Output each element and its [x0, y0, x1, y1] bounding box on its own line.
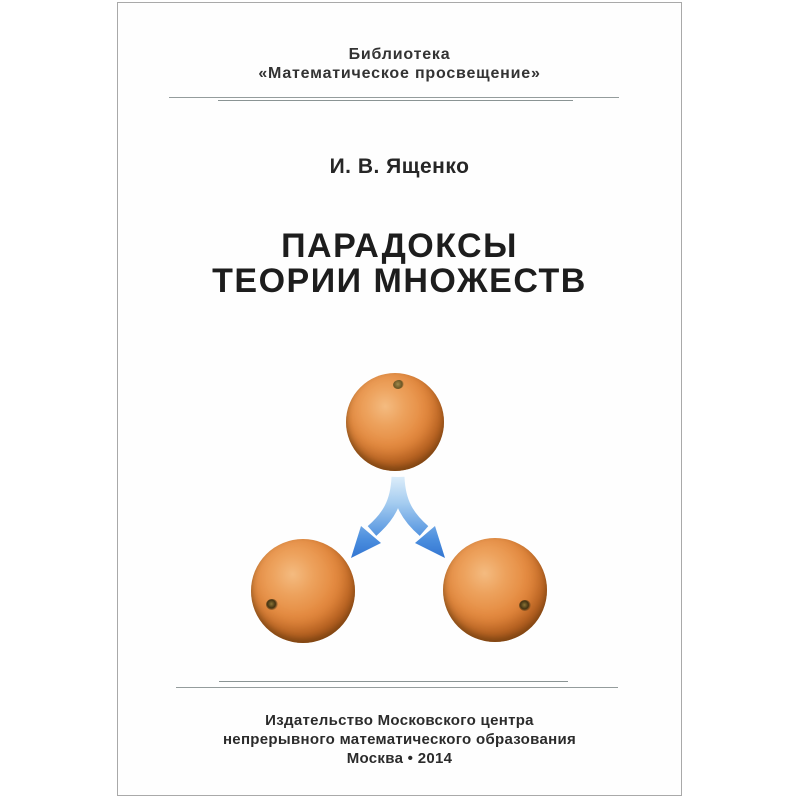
top-divider-line-lower: [218, 100, 573, 101]
orange-navel-detail: [519, 600, 531, 611]
top-divider-line-upper: [169, 97, 619, 98]
bottom-divider-line-upper: [219, 681, 568, 682]
orange-navel-detail: [266, 599, 278, 610]
publisher-line-3: Москва • 2014: [346, 750, 453, 767]
publisher-line-1: Издательство Московского центра: [265, 712, 534, 729]
book-cover: [117, 2, 682, 796]
series-label: [118, 45, 681, 83]
author-name: И. В. Ященко: [329, 155, 470, 178]
publisher-line-2: непрерывного математического образования: [222, 731, 577, 748]
orange-fruit-bottom-left-image: [251, 539, 355, 643]
book-title-line-2: ТЕОРИИ МНОЖЕСТВ: [212, 262, 587, 300]
book-title-line-1: ПАРАДОКСЫ: [281, 227, 518, 265]
orange-fruit-bottom-right-image: [443, 538, 547, 642]
publisher-imprint: [118, 711, 681, 768]
book-title: [118, 229, 681, 299]
bottom-divider-line-lower: [176, 687, 618, 688]
series-line-2: «Математическое просвещение»: [258, 65, 541, 82]
orange-stem-detail: [392, 379, 405, 390]
orange-fruit-top-image: [346, 373, 444, 471]
series-line-1: Библиотека: [348, 46, 451, 63]
